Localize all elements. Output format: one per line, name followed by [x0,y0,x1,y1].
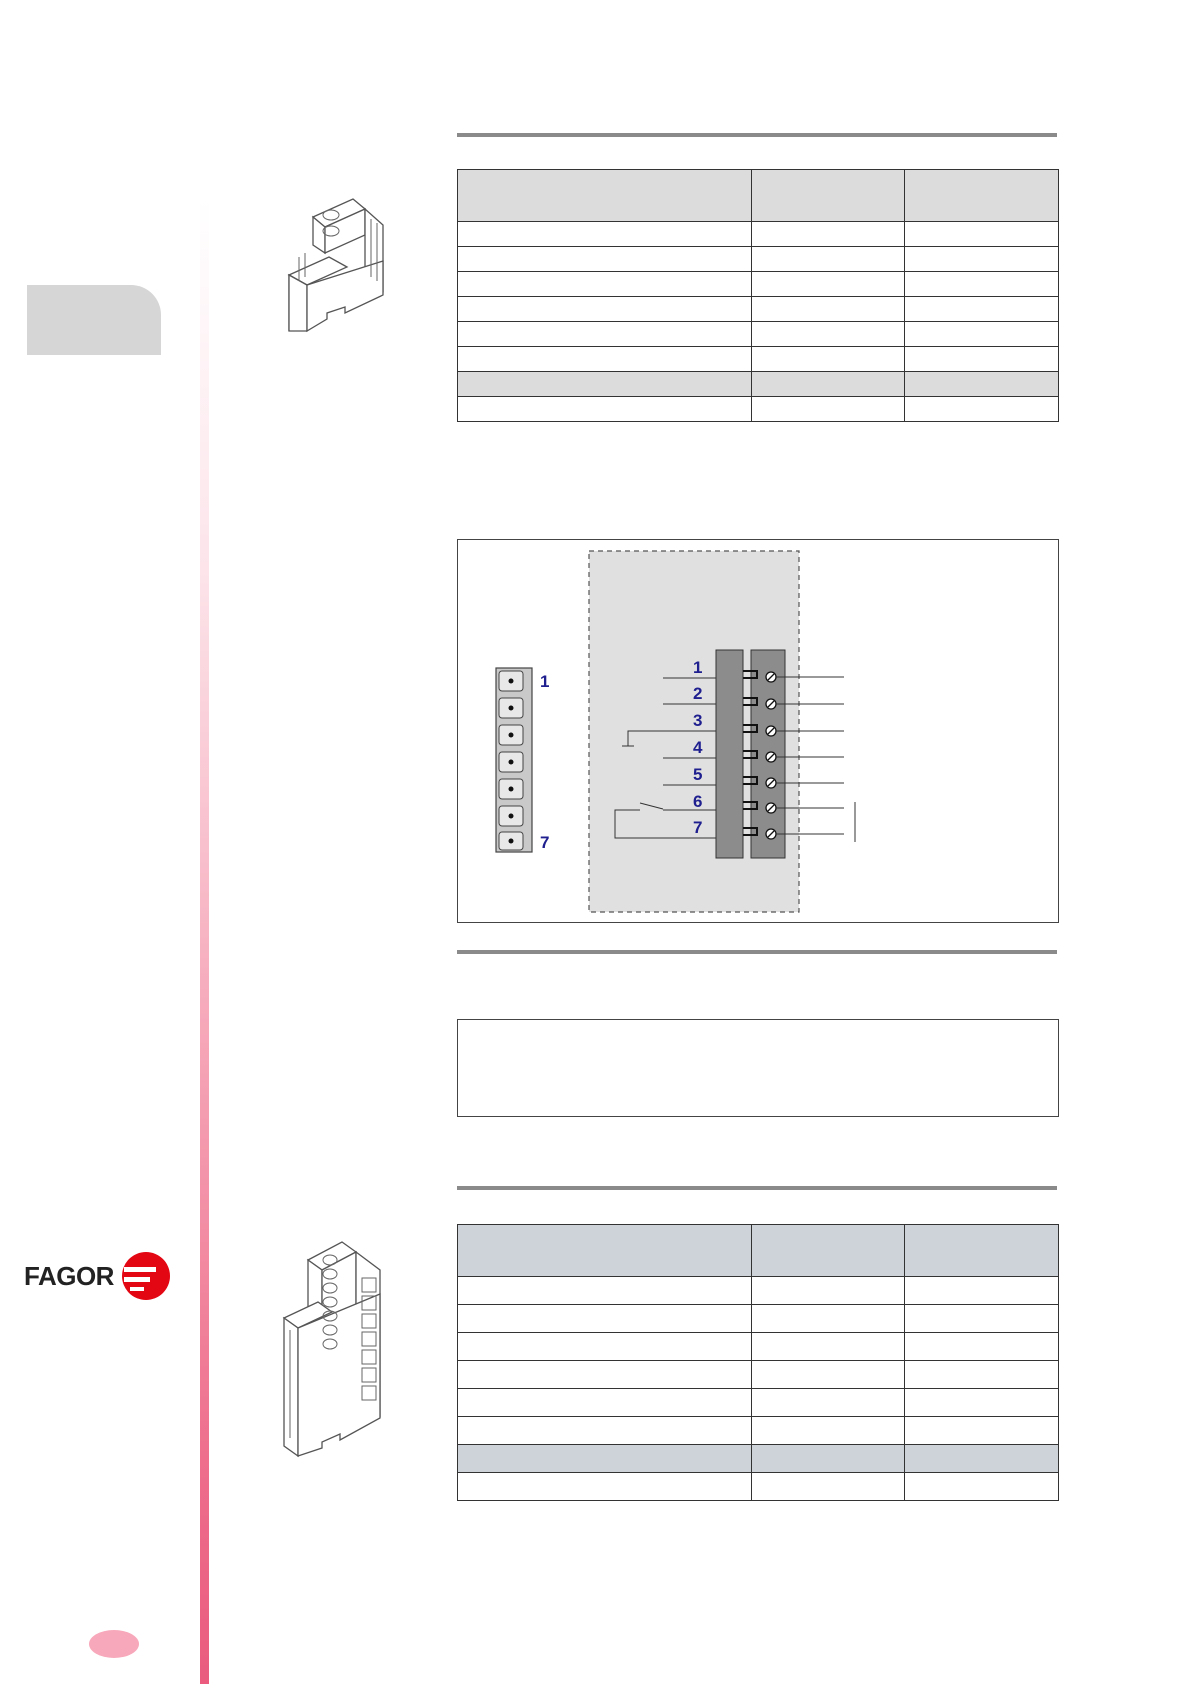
terminal-strip [716,650,743,858]
table-row [458,272,1059,297]
table-row [458,322,1059,347]
spec-table-1 [457,169,1059,422]
table-header [458,1225,1059,1277]
pin-number: 1 [693,658,703,677]
table-row [458,247,1059,272]
table-row [458,1473,1059,1501]
wiring-diagram [458,540,1058,922]
table-row [458,397,1059,422]
table-row [458,1389,1059,1417]
sidebar-accent-bar [200,200,209,1684]
pin-number: 2 [693,684,703,703]
table-header [458,170,1059,222]
table-row [458,1417,1059,1445]
table-row [458,347,1059,372]
pin-number: 7 [693,818,703,837]
table-row-shaded [458,372,1059,397]
table-row [458,1277,1059,1305]
section-divider [457,1186,1057,1190]
note-box [457,1019,1059,1117]
table-row-shaded [458,1445,1059,1473]
connector-label-last: 7 [540,833,550,852]
connector-front-icon [496,668,532,852]
logo-wordmark: FAGOR [24,1260,114,1291]
table-row [458,1361,1059,1389]
table-row [458,222,1059,247]
wiring-diagram-frame [457,539,1059,923]
pin-number: 5 [693,765,703,784]
table-row [458,1305,1059,1333]
two-pin-terminal-block-icon [283,195,413,335]
connector-label-first: 1 [540,672,550,691]
page-number-badge [89,1630,139,1658]
fagor-emblem-icon [120,1250,172,1302]
section-divider [457,133,1057,137]
section-divider [457,950,1057,954]
pin-number: 6 [693,792,703,811]
pin-number: 3 [693,711,703,730]
seven-pin-terminal-block-icon [280,1238,410,1458]
fagor-logo [24,1250,172,1302]
chapter-tab [27,285,161,355]
table-row [458,297,1059,322]
spec-table-2 [457,1224,1059,1501]
pin-number: 4 [693,738,703,757]
table-row [458,1333,1059,1361]
